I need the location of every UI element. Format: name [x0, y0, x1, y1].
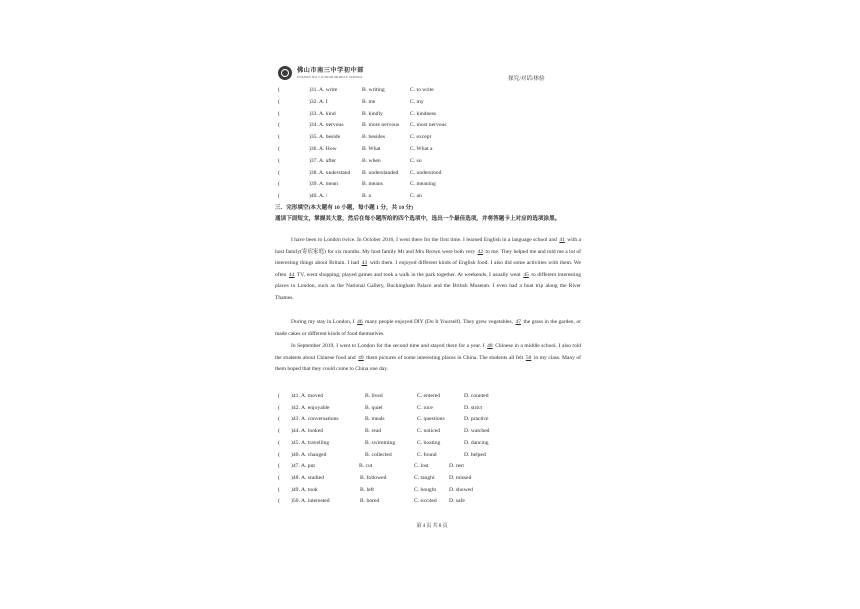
option-c: C. lost	[414, 463, 429, 470]
option-b: B. writing	[362, 87, 385, 93]
passage-text: I have been to London twice. In October 2016, I went there for the first time. I learned English in a language school and	[291, 237, 559, 243]
option-a: )47. A. put	[291, 463, 315, 470]
option-a: )40. A. /	[309, 193, 328, 200]
option-b: B. understanded	[362, 169, 399, 176]
passage-text: them pictures of some interesting places in China. The students all felt	[364, 354, 525, 361]
blank-49: 49	[358, 354, 364, 361]
page-header	[272, 62, 592, 86]
option-b: B. besides	[362, 134, 385, 141]
blank-41: 41	[559, 237, 565, 243]
answer-paren: (	[278, 169, 280, 176]
option-d: D. helped	[464, 451, 486, 458]
answer-paren: (	[278, 98, 280, 105]
header-motto: 探究/对话/体验	[508, 76, 545, 82]
option-c: C. excited	[414, 498, 437, 505]
option-a: )43. A. conversations	[291, 416, 339, 423]
option-b: B. followed	[360, 474, 387, 481]
option-b: B. kindly	[362, 110, 383, 117]
option-b: B. meals	[365, 416, 385, 423]
blank-48: 48	[487, 343, 493, 349]
option-b: B. What	[362, 146, 381, 152]
option-b: B. cut	[359, 463, 373, 470]
answer-paren: (	[278, 498, 280, 505]
passage-text: in my class. Many of them hoped that they could come to China one day.	[275, 354, 581, 373]
blank-45: 45	[523, 271, 529, 278]
option-a: )31. A. write	[309, 87, 338, 93]
option-c: C. found	[417, 451, 437, 458]
option-a: )36. A. How	[309, 146, 337, 152]
answer-paren: (	[278, 428, 280, 435]
option-c: C. to write	[410, 87, 434, 93]
option-c: C. meaning	[410, 181, 436, 188]
passage-text: TV, went shopping, played games and took a walk in the park together. At weekends, I usually went	[295, 271, 523, 278]
blank-44: 44	[288, 271, 295, 278]
option-c: C. an	[410, 193, 422, 200]
answer-paren: (	[278, 122, 280, 129]
answer-paren: (	[278, 110, 280, 117]
blank-47: 47	[515, 319, 521, 325]
option-c: C. nice	[417, 404, 433, 411]
option-c: C. noticed	[417, 428, 440, 435]
answer-paren: (	[278, 157, 280, 164]
option-c: C. boating	[417, 439, 441, 446]
blank-43: 43	[361, 260, 368, 267]
option-c: C. questions	[417, 416, 445, 423]
answer-paren: (	[278, 486, 280, 493]
option-d: D. watched	[464, 428, 490, 435]
option-c: C. taught	[414, 474, 435, 481]
answer-paren: (	[278, 181, 280, 188]
option-d: D. strict	[464, 404, 483, 411]
option-b: B. when	[362, 157, 381, 164]
section-instructions: 通读下面短文，掌握其大意，然后在每小题所给的四个选项中，选出一个最佳选项，并将答题卡上对应的选项涂黑。	[275, 216, 561, 222]
option-c: C. bought	[414, 486, 437, 493]
option-b: B. collected	[365, 451, 392, 458]
passage-text: with them. I enjoyed different kinds of English food. I also did some activities with them. We often	[275, 260, 581, 278]
option-b: B. read	[365, 428, 382, 435]
passage-paragraph	[275, 341, 581, 376]
option-c: C. entered	[417, 393, 440, 399]
option-d: D. practice	[464, 416, 489, 423]
option-c: C. my	[410, 98, 424, 105]
option-a: )34. A. nervous	[309, 122, 344, 129]
answer-paren: (	[278, 404, 280, 411]
option-d: D. missed	[449, 474, 472, 481]
option-c: C. kindness	[410, 110, 437, 117]
passage-text: to me. They helped me and told me a lot of interesting things about Britain. I had	[275, 248, 582, 267]
option-a: )42. A. enjoyable	[291, 404, 330, 411]
page-footer: 第 4 页 共 8 页	[416, 524, 448, 529]
option-d: D. showed	[449, 486, 473, 493]
option-a: )44. A. looked	[291, 428, 324, 435]
answer-paren: (	[278, 451, 280, 458]
option-a: )41. A. moved	[291, 393, 324, 399]
answer-paren: (	[278, 193, 280, 200]
option-c: C. except	[410, 134, 432, 141]
option-d: D. safe	[449, 498, 465, 505]
option-c: C. most nervous	[410, 122, 447, 129]
option-a: )35. A. beside	[309, 134, 341, 141]
passage-text: In September 2019, I went to London for the second time and stayed there for a year. I	[291, 343, 487, 349]
option-c: C. What a	[410, 146, 433, 152]
answer-paren: (	[278, 463, 280, 470]
blank-50: 50	[525, 354, 532, 361]
option-b: B. left	[360, 486, 374, 493]
school-name: 佛山市南三中学初中部	[297, 67, 364, 74]
option-b: B. means	[362, 181, 383, 188]
answer-paren: (	[278, 393, 280, 399]
option-d: D. dancing	[464, 439, 489, 446]
option-a: )33. A. kind	[309, 110, 336, 117]
option-b: B. swimming	[365, 439, 396, 446]
blank-42: 42	[477, 248, 484, 255]
option-a: )37. A. after	[309, 157, 337, 164]
passage-text: with a host family(寄宿家庭) for six months. My host family Mr and Mrs Brown were both very	[275, 237, 581, 255]
option-a: )46. A. changed	[291, 451, 327, 458]
option-d: D. counted	[464, 393, 489, 399]
passage-text: During my stay in London, I	[291, 319, 357, 325]
passage-text: to different interesting places in London, such as the National Gallery, Buckingham Palace and the British Museum. I even had a boat trip along the River Thames.	[275, 271, 581, 301]
passage-text: many people enjoyed DIY (Do It Yourself). They grew vegetables,	[363, 319, 515, 325]
passage-text: the grass in the garden, or made cakes or different kinds of food themselves.	[275, 319, 581, 337]
option-c: C. so	[410, 157, 422, 164]
answer-paren: (	[278, 134, 280, 141]
option-a: )39. A. mean	[309, 181, 338, 188]
option-b: B. quiet	[365, 404, 383, 411]
option-b: B. me	[362, 98, 376, 105]
section-title: 三．完形填空(本大题有 10 小题，每小题 1 分，共 10 分)	[275, 205, 413, 211]
school-name-english: FOSHAN NO.3 JUNIOR MIDDLE SCHOOL	[297, 75, 363, 79]
school-logo-icon	[278, 66, 292, 80]
option-a: )48. A. studied	[291, 474, 324, 481]
blank-46: 46	[357, 319, 363, 325]
option-a: )45. A. travelling	[291, 439, 330, 446]
option-b: B. a	[362, 193, 372, 200]
option-b: B. bored	[360, 498, 380, 505]
option-a: )32. A. I	[309, 98, 328, 105]
answer-paren: (	[278, 146, 280, 152]
passage-text: Chinese in a middle school. I also told the students about Chinese food and	[275, 343, 581, 361]
passage-paragraph	[275, 317, 581, 340]
exam-page	[272, 62, 592, 532]
option-b: B. lived	[365, 393, 383, 399]
answer-paren: (	[278, 416, 280, 423]
answer-paren: (	[278, 87, 280, 93]
option-a: )49. A. took	[291, 486, 318, 493]
answer-paren: (	[278, 474, 280, 481]
option-d: D. rest	[449, 463, 464, 470]
answer-paren: (	[278, 439, 280, 446]
passage-paragraph	[275, 235, 581, 305]
option-b: B. more nervous	[362, 122, 400, 129]
option-c: C. understood	[410, 169, 442, 176]
option-a: )50. A. interested	[291, 498, 330, 505]
option-a: )38. A. understand	[309, 169, 351, 176]
